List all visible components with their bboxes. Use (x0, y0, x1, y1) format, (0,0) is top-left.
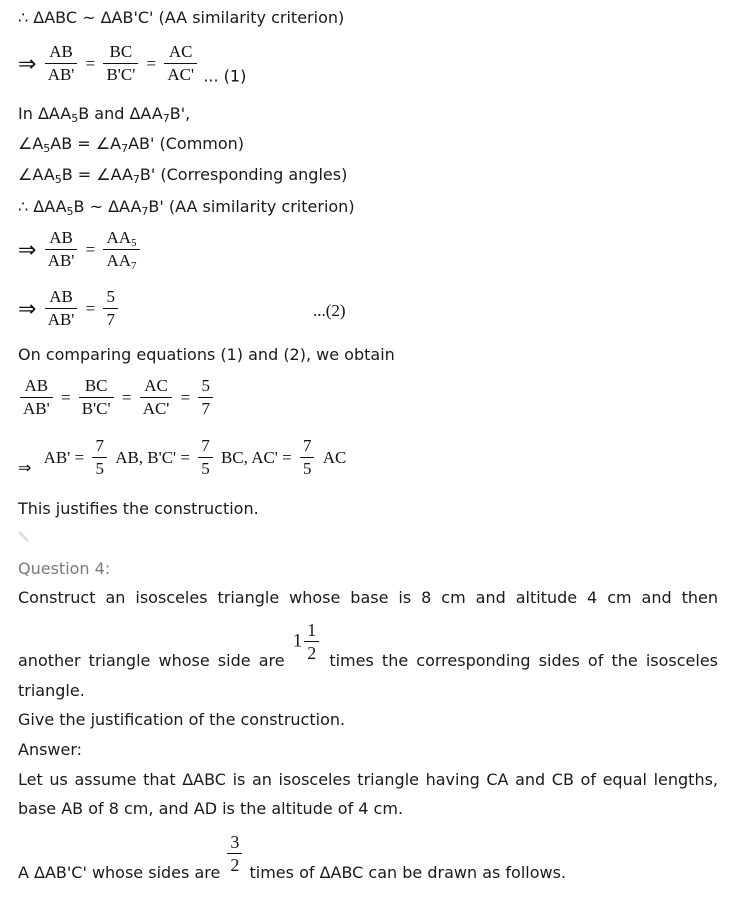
answer-heading: Answer: (18, 740, 83, 759)
triangles-statement: In $\Delta AA_5B$ and $\Delta AA_7B'$, (18, 104, 191, 125)
angle-corresponding: $\angle AA_5B$ = $\angle AA_7B'$ (Corresponding angles) (18, 165, 348, 186)
answer-text-line-3: A ΔAB'C' whose sides are $\frac{3}{2}$ times of ΔABC can be drawn as follows. (18, 832, 567, 882)
equation-2: ⇒ $\frac{AB}{AB'}$ = $\frac{5}{7}$ ...(2) (18, 287, 346, 329)
equation-1: ⇒ $\frac{AB}{AB'}$ = $\frac{BC}{B'C'}$ = $\frac{AC}{AC'}$ ... (1) (18, 42, 247, 86)
fraction: $\frac{AC}{AC'}$ (164, 42, 197, 85)
fraction: $\frac{BC}{B'C'}$ (103, 42, 138, 85)
justification-statement: This justifies the construction. (18, 499, 259, 518)
equation-tag: ... (1) (203, 66, 247, 86)
fraction: $\frac{AB}{AB'}$ (20, 376, 53, 419)
question-text-line-3: triangle. (18, 681, 85, 700)
fraction: $\frac{AC}{AC'}$ (140, 376, 173, 419)
answer-text-line-1: Let us assume that ΔABC is an isosceles triangle having CA and CB of equal lengths, (18, 770, 718, 789)
fraction: $\frac{7}{5}$ (300, 436, 315, 479)
question-instruction: Give the justification of the construction. (18, 710, 346, 729)
mixed-fraction: 1 $\frac{1}{2}$ (293, 620, 322, 663)
equation-tag: ...(2) (313, 301, 346, 320)
question-text-line-2: another triangle whose side are 1 $\frac{1}{2}$ times the corresponding sides of the isosceles (18, 620, 719, 670)
angle-common: $\angle A_5AB$ = $\angle A_7AB'$ (Common) (18, 134, 245, 155)
conclusion-similarity-2: ∴ $\Delta AA_5B$ ~ $\Delta AA_7B'$ (AA similarity criterion) (18, 197, 355, 218)
fraction: $\frac{BC}{B'C'}$ (79, 376, 114, 419)
fraction: $\frac{3}{2}$ (227, 832, 242, 875)
fraction: $\frac{AB}{AB'}$ (45, 287, 78, 330)
fraction: $\frac{7}{5}$ (92, 436, 107, 479)
conclusion-similarity-1: ∴ ΔABC ~ ΔAB'C' (AA similarity criterion) (18, 8, 345, 27)
fraction: $\frac{AA_5}{AA_7}$ (103, 228, 139, 271)
answer-text-line-2: base AB of 8 cm, and AD is the altitude of 4 cm. (18, 799, 404, 818)
equation-combined: $\frac{AB}{AB'}$ = $\frac{BC}{B'C'}$ = $\frac{AC}{AC'}$ = $\frac{5}{7}$ (18, 376, 215, 419)
fraction: $\frac{7}{5}$ (198, 436, 213, 479)
fraction: $\frac{5}{7}$ (198, 376, 213, 419)
equation-ratio-aa: ⇒ $\frac{AB}{AB'}$ = $\frac{AA_5}{AA_7}$ (18, 228, 142, 271)
fraction: $\frac{5}{7}$ (103, 287, 118, 330)
equation-result: ⇒ AB' = $\frac{7}{5}$ AB, B'C' = $\frac{7}{5}$ BC, AC' = $\frac{7}{5}$ AC (18, 436, 347, 478)
fraction: $\frac{AB}{AB'}$ (45, 42, 78, 85)
fraction: $\frac{AB}{AB'}$ (45, 228, 78, 271)
question-heading: Question 4: (18, 559, 111, 578)
pencil-icon (18, 530, 30, 542)
comparison-statement: On comparing equations (1) and (2), we obtain (18, 345, 395, 364)
question-text-line-1: Construct an isosceles triangle whose base is 8 cm and altitude 4 cm and then (18, 588, 718, 607)
